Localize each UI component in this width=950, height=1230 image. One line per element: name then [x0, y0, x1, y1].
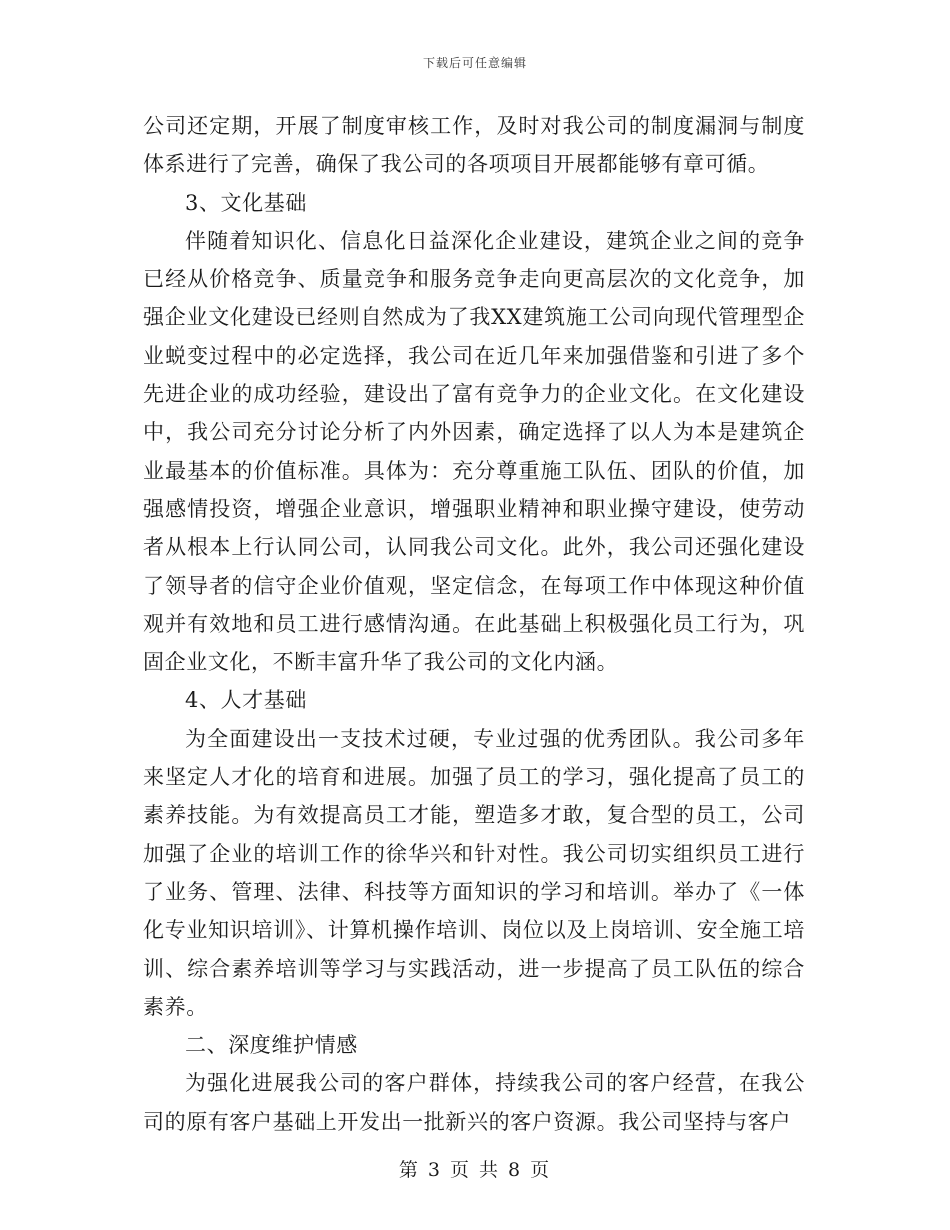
paragraph-culture: 伴随着知识化、信息化日益深化企业建设，建筑企业之间的竞争已经从价格竞争、质量竞争和服务竞争走向更高层次的文化竞争，加强企业文化建设已经则自然成为了我XX建筑施工公司向现代管理型企业蜕变过程中的必定选择，我公司在近几年来加强借鉴和引进了多个先进企业的成功经验，建设出了富有竞争力的企业文化。在文化建设中，我公司充分讨论分析了内外因素，确定选择了以人为本是建筑企业最基本的价值标准。具体为：充分尊重施工队伍、团队的价值，加强感情投资，增强企业意识，增强职业精神和职业操守建设，使劳动者从根本上行认同公司，认同我公司文化。此外，我公司还强化建设了领导者的信守企业价值观，坚定信念，在每项工作中体现这种价值观并有效地和员工进行感情沟通。在此基础上积极强化员工行为，巩固企业文化，不断丰富升华了我公司的文化内涵。 [143, 228, 805, 675]
page-footer [0, 1155, 950, 1182]
paragraph-emotion: 为强化进展我公司的客户群体，持续我公司的客户经营，在我公司的原有客户基础上开发出一批新兴的客户资源。我公司坚持与客户 [143, 1071, 805, 1134]
footer-prefix: 第 [398, 1159, 420, 1181]
section-heading-talent: 4、人才基础 [185, 688, 307, 713]
body-text [143, 107, 805, 1141]
section-heading-emotion: 二、深度维护情感 [185, 1033, 358, 1058]
footer-middle: 页 共 [449, 1159, 501, 1181]
footer-total-pages: 8 [508, 1159, 523, 1181]
paragraph-talent: 为全面建设出一支技术过硬，专业过强的优秀团队。我公司多年来坚定人才化的培育和进展。加强了员工的学习，强化提高了员工的素养技能。为有效提高员工才能，塑造多才敢，复合型的员工，公司加强了企业的培训工作的徐华兴和针对性。我公司切实组织员工进行了业务、管理、法律、科技等方面知识的学习和培训。举办了《一体化专业知识培训》、计算机操作培训、岗位以及上岗培训、安全施工培训、综合素养培训等学习与实践活动，进一步提高了员工队伍的综合素养。 [143, 726, 805, 1019]
footer-suffix: 页 [530, 1159, 552, 1181]
section-heading-culture: 3、文化基础 [185, 190, 307, 215]
footer-current-page: 3 [427, 1159, 442, 1181]
header-note: 下载后可任意编辑 [422, 56, 527, 70]
paragraph-continuation: 公司还定期，开展了制度审核工作，及时对我公司的制度漏洞与制度体系进行了完善，确保了我公司的各项项目开展都能够有章可循。 [143, 114, 805, 177]
